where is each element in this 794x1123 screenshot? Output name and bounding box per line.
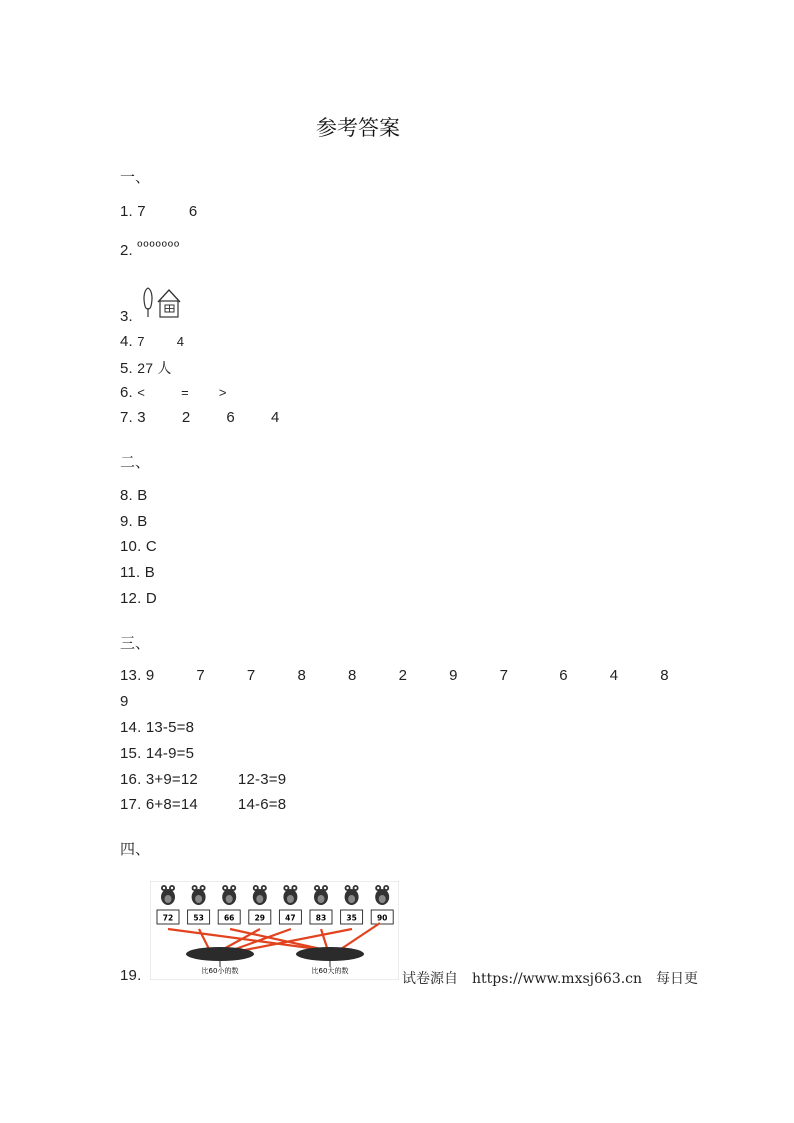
answer-number: 6. xyxy=(120,384,133,401)
answer-value: 14-6=8 xyxy=(237,796,287,813)
number-box xyxy=(218,910,240,924)
answer-10 xyxy=(120,538,157,555)
footer-url[interactable]: https://www.mxsj663.cn xyxy=(472,971,643,987)
answer-value: 7 xyxy=(499,667,509,684)
answer-value: 4 xyxy=(270,409,280,426)
answer-value: 2 xyxy=(398,667,408,684)
answer-value: 6 xyxy=(559,667,568,684)
number-box-label: 83 xyxy=(315,913,327,923)
footer-source xyxy=(402,968,698,988)
answer-17 xyxy=(120,796,286,813)
left-leaf-icon xyxy=(186,947,254,961)
answer-16 xyxy=(120,771,286,788)
answer-value: 13-5=8 xyxy=(145,719,195,736)
answer-value: D xyxy=(145,590,157,607)
answer-value: 6 xyxy=(226,409,235,426)
tree-house-icon xyxy=(141,286,183,320)
right-leaf-label: 比60大的数 xyxy=(311,967,349,975)
answer-6 xyxy=(120,384,227,401)
answer-number: 5. xyxy=(120,360,133,377)
answer-number: 4. xyxy=(120,333,133,350)
answer-value: 9 xyxy=(449,667,458,684)
number-box xyxy=(310,910,332,924)
answer-11 xyxy=(120,564,155,581)
answer-value: 2 xyxy=(181,409,191,426)
answer-value: = xyxy=(181,385,189,400)
answer-15 xyxy=(120,745,194,762)
answer-value: > xyxy=(218,385,227,400)
answer-number: 13. xyxy=(120,667,142,684)
answer-number: 8. xyxy=(120,487,133,504)
answer-value: 7 xyxy=(137,334,145,349)
answer-value: 4 xyxy=(609,667,619,684)
answer-value: 6 xyxy=(188,203,198,220)
answer-value: 8 xyxy=(348,667,357,684)
circles-answer: ººººººº xyxy=(137,238,181,254)
number-box xyxy=(157,910,179,924)
answer-value: C xyxy=(145,538,157,555)
answer-8 xyxy=(120,487,148,504)
section-heading-3: 三、 xyxy=(120,634,151,652)
answer-number: 3. xyxy=(120,308,133,325)
number-box-label: 72 xyxy=(162,913,174,923)
page-title: 参考答案 xyxy=(316,116,400,140)
answer-number: 7. xyxy=(120,409,133,426)
right-leaf-icon xyxy=(296,947,364,961)
answer-9 xyxy=(120,513,148,530)
number-box xyxy=(249,910,271,924)
answer-14 xyxy=(120,719,194,736)
number-box-label: 53 xyxy=(193,913,204,923)
footer-source-label: 试卷源自 xyxy=(402,971,458,987)
answer-13 xyxy=(120,667,669,684)
answer-value: 3+9=12 xyxy=(145,771,198,788)
answer-value: 8 xyxy=(660,667,669,684)
answer-number: 19. xyxy=(120,967,142,984)
answer-value: 3 xyxy=(137,409,146,426)
answer-2 xyxy=(120,238,181,259)
number-box-label: 66 xyxy=(223,913,235,923)
section-heading-2: 二、 xyxy=(120,453,151,471)
number-box-label: 35 xyxy=(346,913,357,923)
answer-7 xyxy=(120,409,279,426)
number-box-label: 47 xyxy=(285,913,296,923)
answer-number: 2. xyxy=(120,242,133,259)
answer-value: 14-9=5 xyxy=(145,745,195,762)
number-box xyxy=(279,910,301,924)
answer-value: 12-3=9 xyxy=(237,771,287,788)
answer-number: 12. xyxy=(120,590,142,607)
frog-matching-figure xyxy=(150,881,399,980)
answer-value: 7 xyxy=(196,667,205,684)
answer-number: 17. xyxy=(120,796,142,813)
answer-number: 11. xyxy=(120,564,141,581)
number-box xyxy=(188,910,210,924)
answer-value: < xyxy=(137,385,146,400)
answer-value: B xyxy=(137,513,148,530)
answer-value: 7 xyxy=(137,203,146,220)
answer-number: 10. xyxy=(120,538,142,555)
answer-value: 7 xyxy=(246,667,256,684)
answer-value: B xyxy=(144,564,155,581)
answer-value: B xyxy=(137,487,148,504)
answer-number: 9. xyxy=(120,513,133,530)
section-heading-4: 四、 xyxy=(120,840,151,858)
left-leaf-label: 比60小的数 xyxy=(201,967,239,975)
answer-value: 9 xyxy=(145,667,155,684)
answer-value: 6+8=14 xyxy=(145,796,198,813)
answer-value: 8 xyxy=(297,667,307,684)
answer-4 xyxy=(120,333,184,350)
answer-1 xyxy=(120,203,197,220)
answer-number: 1. xyxy=(120,203,133,220)
answer-value: 27 人 xyxy=(137,360,172,376)
footer-daily: 每日更 xyxy=(656,971,699,987)
number-box-label: 90 xyxy=(376,913,388,923)
number-box xyxy=(341,910,363,924)
number-box xyxy=(371,910,393,924)
number-box-label: 29 xyxy=(254,913,266,923)
answer-5 xyxy=(120,358,172,378)
section-heading-1: 一、 xyxy=(120,168,151,186)
answer-number: 14. xyxy=(120,719,142,736)
answer-12 xyxy=(120,590,157,607)
answer-value: 4 xyxy=(176,334,185,349)
answer-19 xyxy=(120,967,141,984)
answer-number: 16. xyxy=(120,771,142,788)
answer-13-continued: 9 xyxy=(120,693,129,710)
answer-number: 15. xyxy=(120,745,142,762)
